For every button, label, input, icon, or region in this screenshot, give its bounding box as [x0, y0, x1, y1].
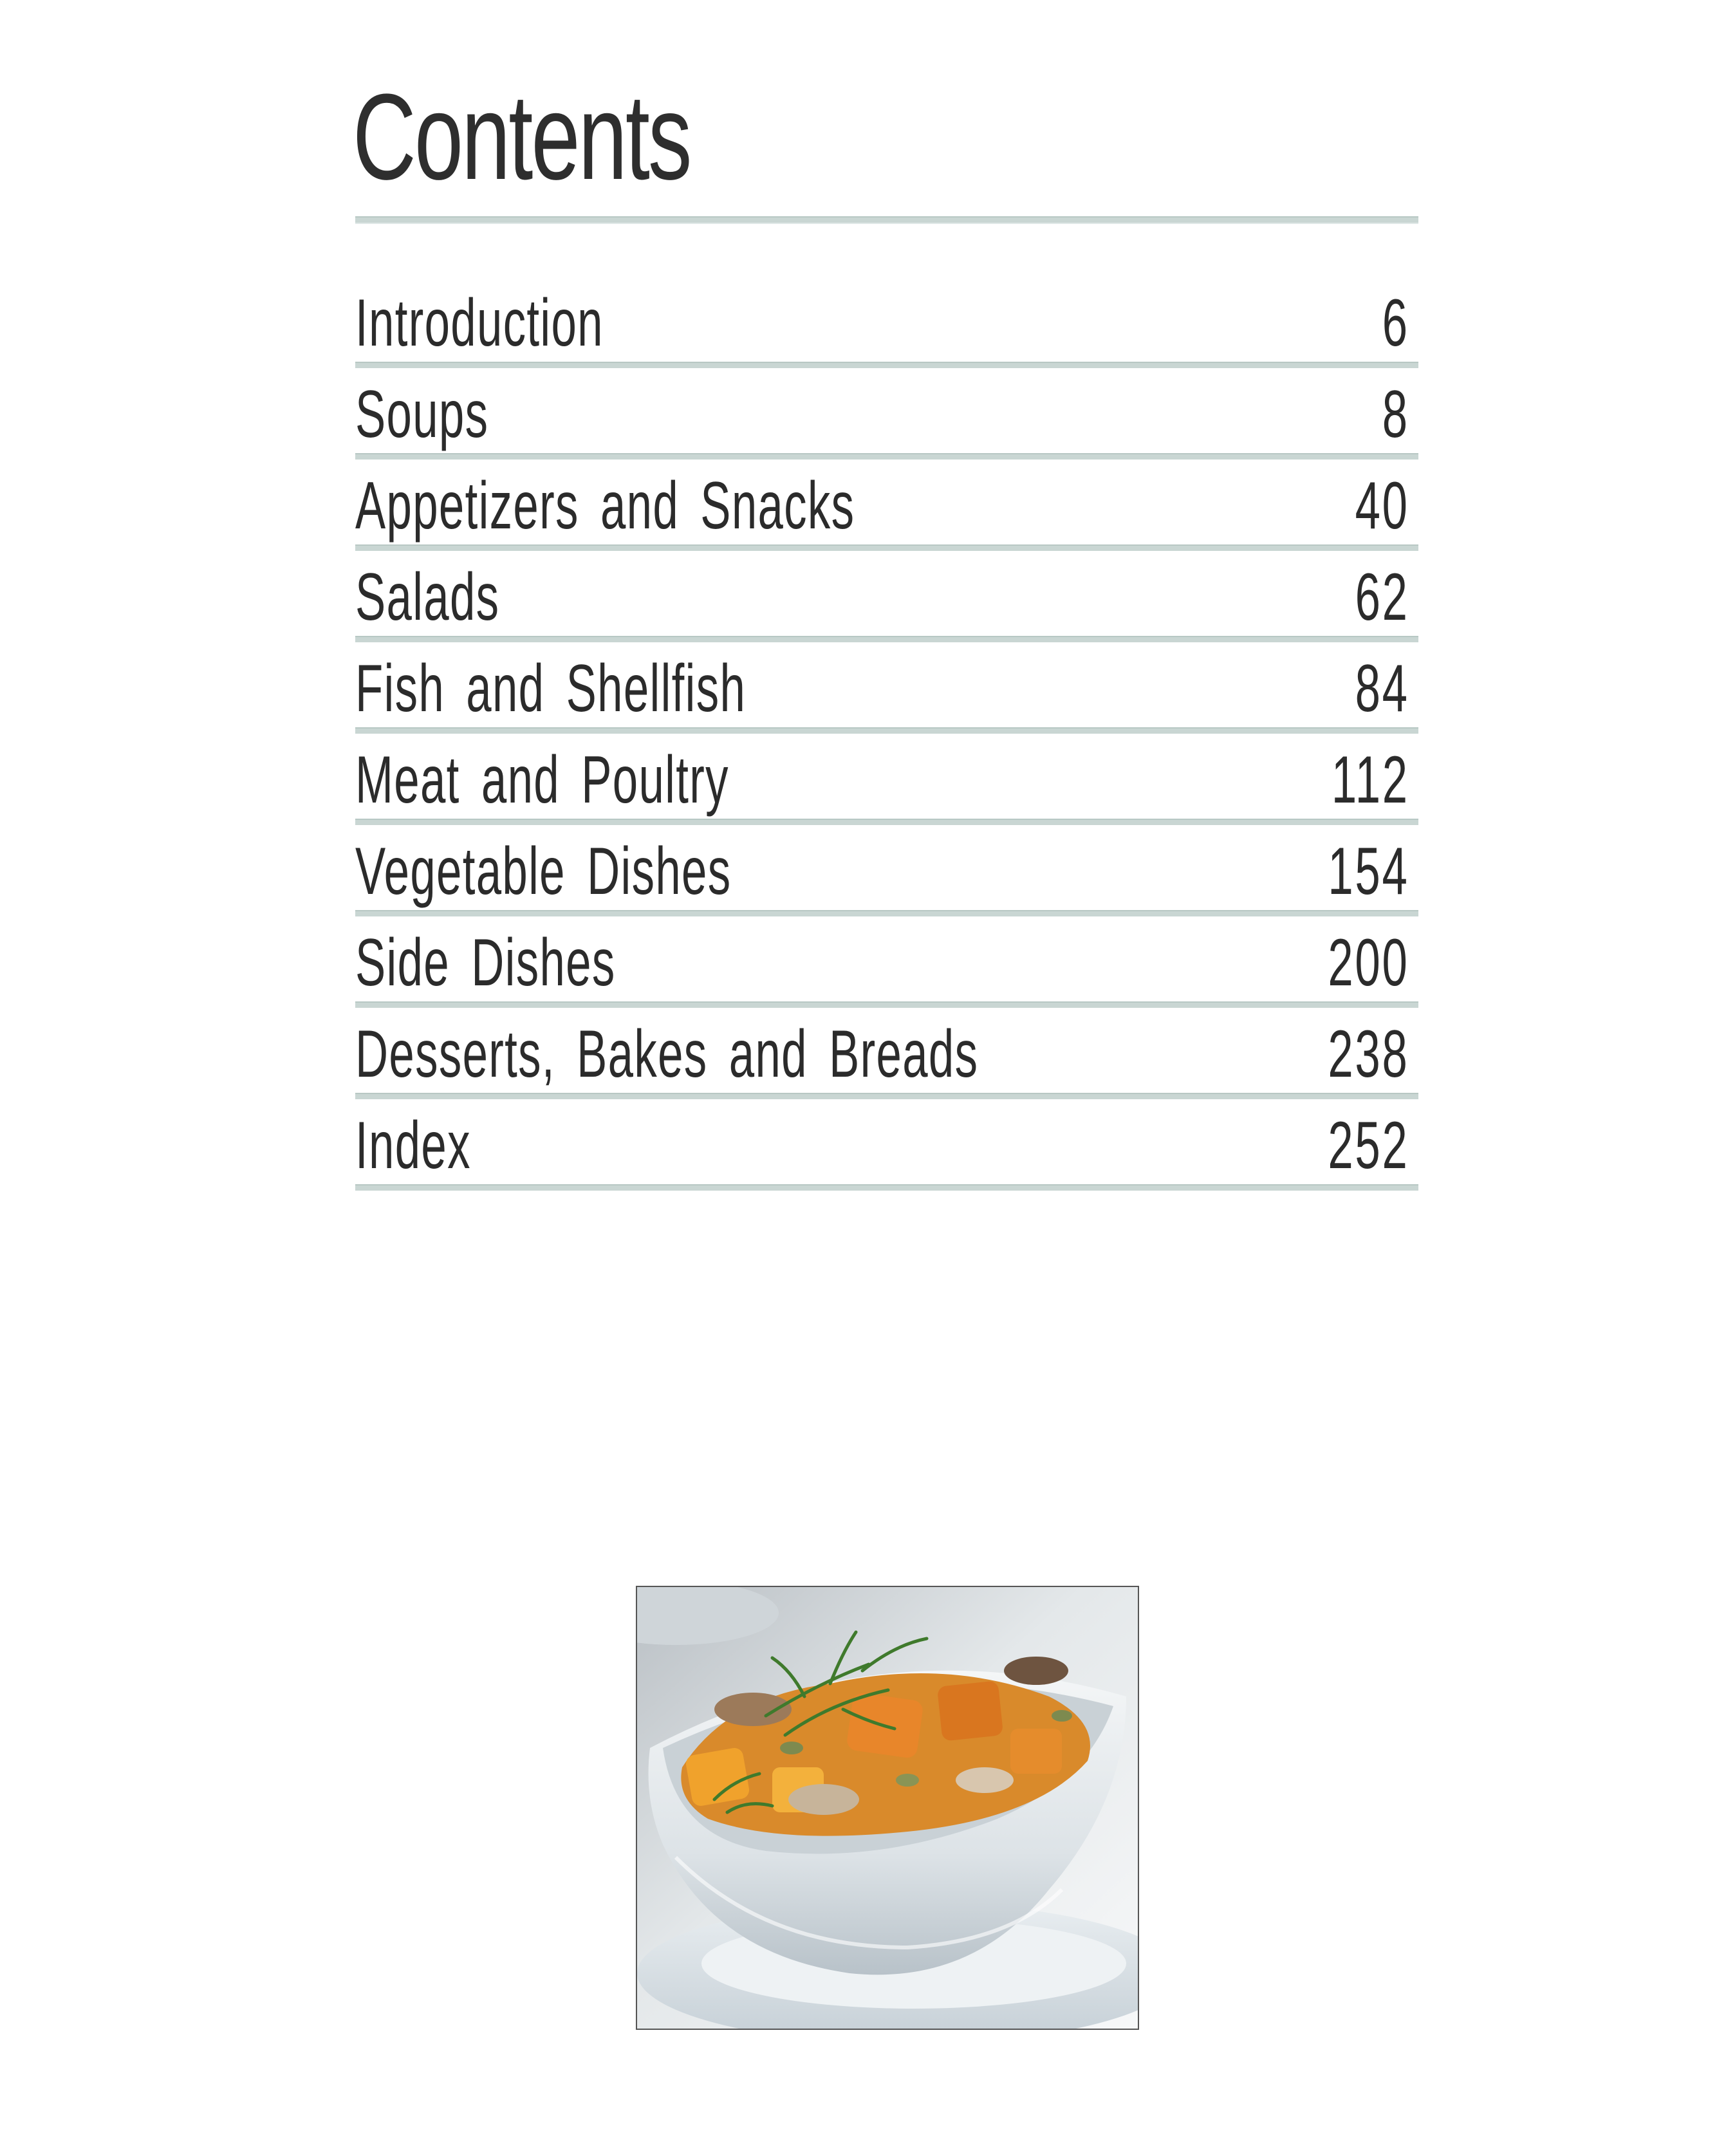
- toc-divider: [355, 819, 1418, 825]
- toc-entry-page-number: 6: [1382, 286, 1409, 360]
- toc-entry-label: Appetizers and Snacks: [355, 469, 855, 543]
- toc-entry-soups[interactable]: [355, 368, 1418, 460]
- toc-divider: [355, 544, 1418, 551]
- toc-entry-label: Meat and Poultry: [355, 743, 729, 817]
- toc-divider: [355, 727, 1418, 734]
- title-divider: [355, 216, 1418, 224]
- toc-entry-appetizers-and-snacks[interactable]: [355, 460, 1418, 551]
- toc-entry-page-number: 40: [1355, 469, 1409, 543]
- toc-divider: [355, 910, 1418, 916]
- toc-entry-label: Salads: [355, 560, 500, 635]
- toc-entry-desserts-bakes-and-breads[interactable]: [355, 1008, 1418, 1099]
- toc-entry-side-dishes[interactable]: [355, 916, 1418, 1008]
- toc-entry-label: Vegetable Dishes: [355, 834, 732, 909]
- toc-entry-fish-and-shellfish[interactable]: [355, 642, 1418, 734]
- toc-entry-page-number: 84: [1355, 651, 1409, 726]
- food-bowl-photo: [636, 1586, 1139, 2030]
- toc-entry-label: Side Dishes: [355, 925, 616, 1000]
- toc-entry-page-number: 238: [1328, 1017, 1409, 1092]
- toc-entry-meat-and-poultry[interactable]: [355, 734, 1418, 825]
- toc-divider: [355, 1093, 1418, 1099]
- toc-divider: [355, 1184, 1418, 1191]
- toc-entry-page-number: 252: [1328, 1108, 1409, 1183]
- toc-entry-label: Index: [355, 1108, 471, 1183]
- toc-entry-label: Soups: [355, 377, 489, 452]
- toc-divider: [355, 362, 1418, 368]
- toc-entry-salads[interactable]: [355, 551, 1418, 642]
- toc-entry-page-number: 112: [1332, 743, 1409, 817]
- toc-entry-index[interactable]: [355, 1099, 1418, 1191]
- food-bowl-illustration: [637, 1587, 1138, 2029]
- toc-entry-page-number: 154: [1328, 834, 1409, 909]
- toc-entry-introduction[interactable]: [355, 277, 1418, 368]
- toc-entry-label: Desserts, Bakes and Breads: [355, 1017, 979, 1092]
- toc-divider: [355, 453, 1418, 460]
- toc-entry-vegetable-dishes[interactable]: [355, 825, 1418, 916]
- toc-entry-label: Introduction: [355, 286, 604, 360]
- table-of-contents: [355, 277, 1418, 1191]
- toc-entry-page-number: 8: [1382, 377, 1409, 452]
- page-title: Contents: [353, 69, 691, 205]
- toc-entry-page-number: 62: [1355, 560, 1409, 635]
- toc-divider: [355, 1001, 1418, 1008]
- toc-divider: [355, 636, 1418, 642]
- toc-entry-page-number: 200: [1328, 925, 1409, 1000]
- toc-entry-label: Fish and Shellfish: [355, 651, 747, 726]
